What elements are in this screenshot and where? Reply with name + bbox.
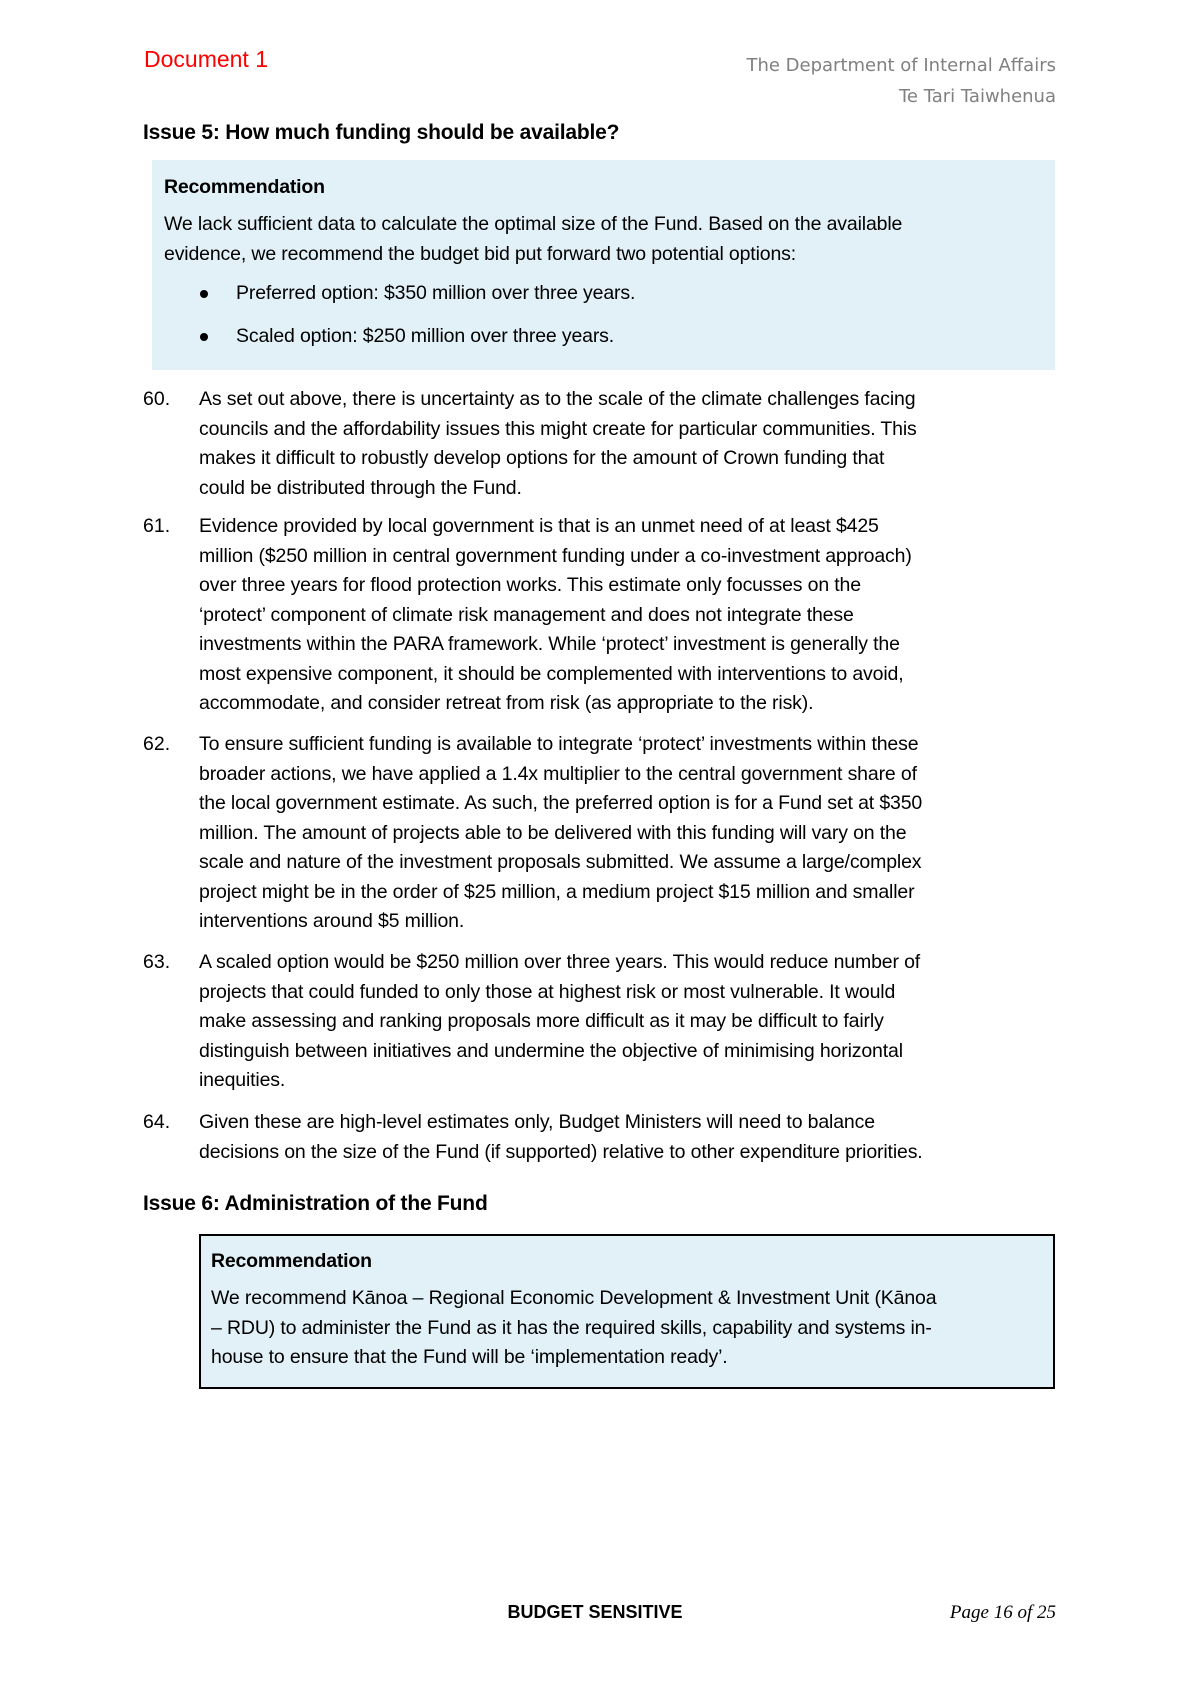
paragraph-line: decisions on the size of the Fund (if supported) relative to other expenditure priorities.: [199, 1140, 923, 1163]
organization-name-maori: Te Tari Taiwhenua: [899, 86, 1056, 107]
paragraph-line: makes it difficult to robustly develop options for the amount of Crown funding that: [199, 447, 885, 469]
paragraph-line: A scaled option would be $250 million over three years. This would reduce number of: [199, 951, 921, 973]
paragraph-line: the local government estimate. As such, the preferred option is for a Fund set at $350: [199, 792, 923, 814]
paragraph-line: councils and the affordability issues this might create for particular communities. This: [199, 417, 917, 440]
paragraph-number: 62.: [143, 733, 171, 755]
paragraph-body: [199, 948, 920, 1096]
recommendation-box-issue-6: [199, 1234, 1055, 1389]
recommendation-line: We recommend Kānoa – Regional Economic Development & Investment Unit (Kānoa: [211, 1287, 937, 1309]
organization-header: [746, 50, 1056, 112]
option-preferred: [164, 279, 1043, 309]
recommendation-options-list: [164, 279, 1043, 351]
recommendation-text: [211, 1284, 1043, 1373]
recommendation-box-issue-5: [152, 160, 1055, 370]
recommendation-title: Recommendation: [164, 176, 325, 198]
paragraph-line: project might be in the order of $25 million, a medium project $15 million and smaller: [199, 880, 915, 903]
paragraph-number: 64.: [143, 1111, 171, 1133]
paragraph-number: 60.: [143, 388, 171, 410]
page-number: Page 16 of 25: [949, 1602, 1056, 1623]
paragraph-line: over three years for flood protection works. This estimate only focusses on the: [199, 574, 861, 596]
option-text: Scaled option: $250 million over three years.: [236, 324, 615, 347]
issue-6-heading: Issue 6: Administration of the Fund: [143, 1192, 488, 1215]
paragraph-line: As set out above, there is uncertainty as to the scale of the climate challenges facing: [199, 388, 916, 410]
paragraph-line: million. The amount of projects able to be delivered with this funding will vary on the: [199, 821, 907, 844]
recommendation-line: evidence, we recommend the budget bid put forward two potential options:: [164, 242, 797, 265]
paragraph-line: scale and nature of the investment proposals submitted. We assume a large/complex: [199, 851, 922, 873]
recommendation-line: house to ensure that the Fund will be ‘implementation ready’.: [211, 1346, 728, 1368]
organization-name: The Department of Internal Affairs: [746, 55, 1056, 76]
recommendation-text: [164, 210, 1043, 269]
paragraph-line: accommodate, and consider retreat from risk (as appropriate to the risk).: [199, 692, 814, 714]
option-scaled: [164, 322, 1043, 352]
paragraph-line: make assessing and ranking proposals more difficult as it may be difficult to fairly: [199, 1010, 884, 1032]
option-text: Preferred option: $350 million over three years.: [236, 282, 636, 304]
paragraph-number: 61.: [143, 515, 171, 537]
recommendation-title: Recommendation: [211, 1250, 372, 1272]
paragraph-line: Evidence provided by local government is that is an unmet need of at least $425: [199, 515, 879, 537]
issue-5-heading: Issue 5: How much funding should be available?: [143, 121, 620, 144]
paragraph-line: investments within the PARA framework. While ‘protect’ investment is generally the: [199, 633, 900, 655]
paragraph-line: interventions around $5 million.: [199, 910, 465, 932]
paragraph-body: [199, 512, 912, 719]
paragraph-number: 63.: [143, 951, 171, 973]
recommendation-line: – RDU) to administer the Fund as it has the required skills, capability and systems in-: [211, 1316, 932, 1339]
paragraph-line: To ensure sufficient funding is available to integrate ‘protect’ investments within these: [199, 733, 919, 755]
document-label: Document 1: [144, 46, 269, 72]
paragraph-body: [199, 730, 922, 937]
paragraph-line: could be distributed through the Fund.: [199, 476, 522, 499]
paragraph-line: broader actions, we have applied a 1.4x multiplier to the central government share of: [199, 762, 917, 785]
security-classification: BUDGET SENSITIVE: [507, 1602, 683, 1622]
bullet-icon: [200, 290, 208, 298]
paragraph-body: [199, 385, 917, 503]
paragraph-line: most expensive component, it should be complemented with interventions to avoid,: [199, 662, 904, 685]
recommendation-line: We lack sufficient data to calculate the optimal size of the Fund. Based on the available: [164, 213, 903, 235]
paragraph-line: ‘protect’ component of climate risk management and does not integrate these: [199, 603, 854, 626]
paragraph-line: million ($250 million in central government funding under a co-investment approach): [199, 544, 912, 567]
paragraph-line: projects that could funded to only those at highest risk or most vulnerable. It would: [199, 980, 896, 1003]
paragraph-body: [199, 1108, 923, 1167]
paragraph-line: inequities.: [199, 1069, 286, 1091]
paragraph-line: distinguish between initiatives and undermine the objective of minimising horizontal: [199, 1039, 903, 1062]
paragraph-line: Given these are high-level estimates only, Budget Ministers will need to balance: [199, 1111, 875, 1133]
bullet-icon: [200, 333, 208, 341]
